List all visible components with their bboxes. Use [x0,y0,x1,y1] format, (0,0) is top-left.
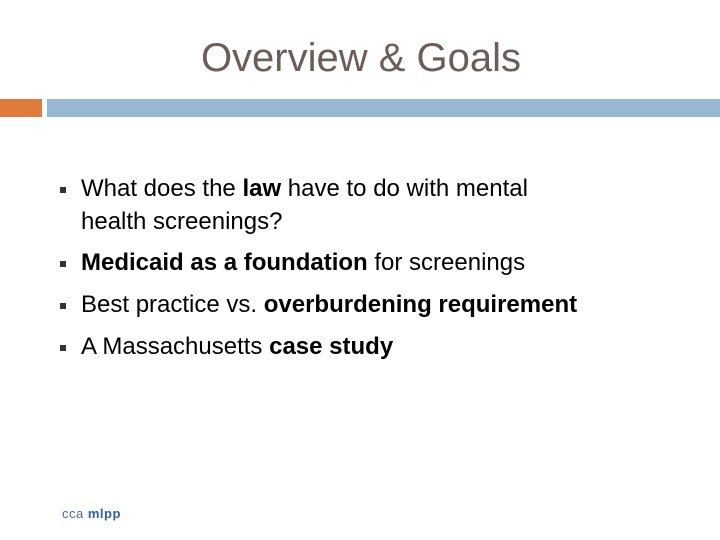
square-bullet-icon [60,187,66,193]
bullet-text-bold: case study [269,333,394,360]
footer-logo [62,506,121,522]
bullet-text-bold: law [242,175,282,202]
footer-logo-prefix: cca [62,506,84,521]
bullet-item [0,246,720,280]
bullet-item [0,288,720,322]
bullet-text-normal: have to do with mental health screenings? [81,175,528,235]
bullet-text-normal: What does the [81,175,243,202]
bullet-item [0,172,541,238]
square-bullet-icon [60,303,66,309]
bullet-text-bold: overburdening requirement [263,291,578,318]
title-accent-bar [0,99,42,117]
square-bullet-icon [60,345,66,351]
bullet-text-normal: A Massachusetts [81,333,270,360]
square-bullet-icon [60,261,66,267]
bullet-item [0,330,720,364]
bullet-text-normal: Best practice vs. [81,291,264,318]
title-underline-bar [47,99,720,117]
bullet-list [0,172,720,372]
bullet-text-bold: Medicaid as a foundation [81,249,368,276]
slide-title: Overview & Goals [200,36,522,80]
footer-logo-brand: mlpp [87,506,121,521]
bullet-text-normal: for screenings [367,249,526,276]
